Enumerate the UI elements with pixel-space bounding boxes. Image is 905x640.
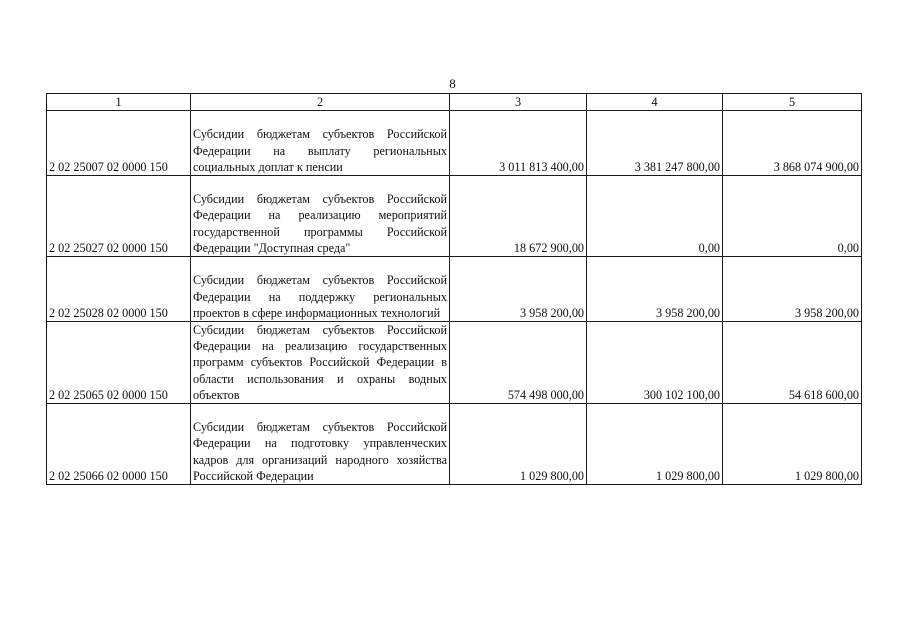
amount-col-4: 0,00: [587, 176, 723, 257]
budget-code: 2 02 25028 02 0000 150: [47, 257, 191, 322]
amount-col-3: 574 498 000,00: [450, 322, 587, 404]
table-row: [47, 257, 862, 322]
amount-col-3: 1 029 800,00: [450, 404, 587, 485]
column-header-5: 5: [723, 94, 862, 111]
amount-col-4: 3 381 247 800,00: [587, 111, 723, 176]
budget-code: 2 02 25065 02 0000 150: [47, 322, 191, 404]
column-header-2: 2: [191, 94, 450, 111]
amount-col-5: 54 618 600,00: [723, 322, 862, 404]
amount-col-5: 0,00: [723, 176, 862, 257]
table-row: [47, 404, 862, 485]
amount-col-3: 3 958 200,00: [450, 257, 587, 322]
table-row: [47, 176, 862, 257]
page-number: 8: [449, 76, 456, 91]
table-row: [47, 322, 862, 404]
amount-col-4: 1 029 800,00: [587, 404, 723, 485]
subsidy-name: Субсидии бюджетам субъектов Российской Федерации на поддержку региональных проектов в сфере информационных технологий: [191, 257, 450, 322]
budget-code: 2 02 25007 02 0000 150: [47, 111, 191, 176]
column-header-4: 4: [587, 94, 723, 111]
table-row: [47, 111, 862, 176]
amount-col-4: 3 958 200,00: [587, 257, 723, 322]
amount-col-4: 300 102 100,00: [587, 322, 723, 404]
column-header-3: 3: [450, 94, 587, 111]
table-header-row: [47, 94, 862, 111]
amount-col-3: 18 672 900,00: [450, 176, 587, 257]
amount-col-5: 3 958 200,00: [723, 257, 862, 322]
amount-col-5: 1 029 800,00: [723, 404, 862, 485]
subsidy-name: Субсидии бюджетам субъектов Российской Федерации на подготовку управленческих кадров для организаций народного хозяйства Российской Федерации: [191, 404, 450, 485]
column-header-1: 1: [47, 94, 191, 111]
amount-col-3: 3 011 813 400,00: [450, 111, 587, 176]
subsidy-name: Субсидии бюджетам субъектов Российской Федерации на выплату региональных социальных доплат к пенсии: [191, 111, 450, 176]
amount-col-5: 3 868 074 900,00: [723, 111, 862, 176]
budget-table: [46, 93, 862, 485]
budget-code: 2 02 25027 02 0000 150: [47, 176, 191, 257]
budget-code: 2 02 25066 02 0000 150: [47, 404, 191, 485]
subsidy-name: Субсидии бюджетам субъектов Российской Федерации на реализацию мероприятий государственной программы Российской Федерации "Доступная среда": [191, 176, 450, 257]
subsidy-name: Субсидии бюджетам субъектов Российской Федерации на реализацию государственных программ субъектов Российской Федерации в области использования и охраны водных объектов: [191, 322, 450, 404]
